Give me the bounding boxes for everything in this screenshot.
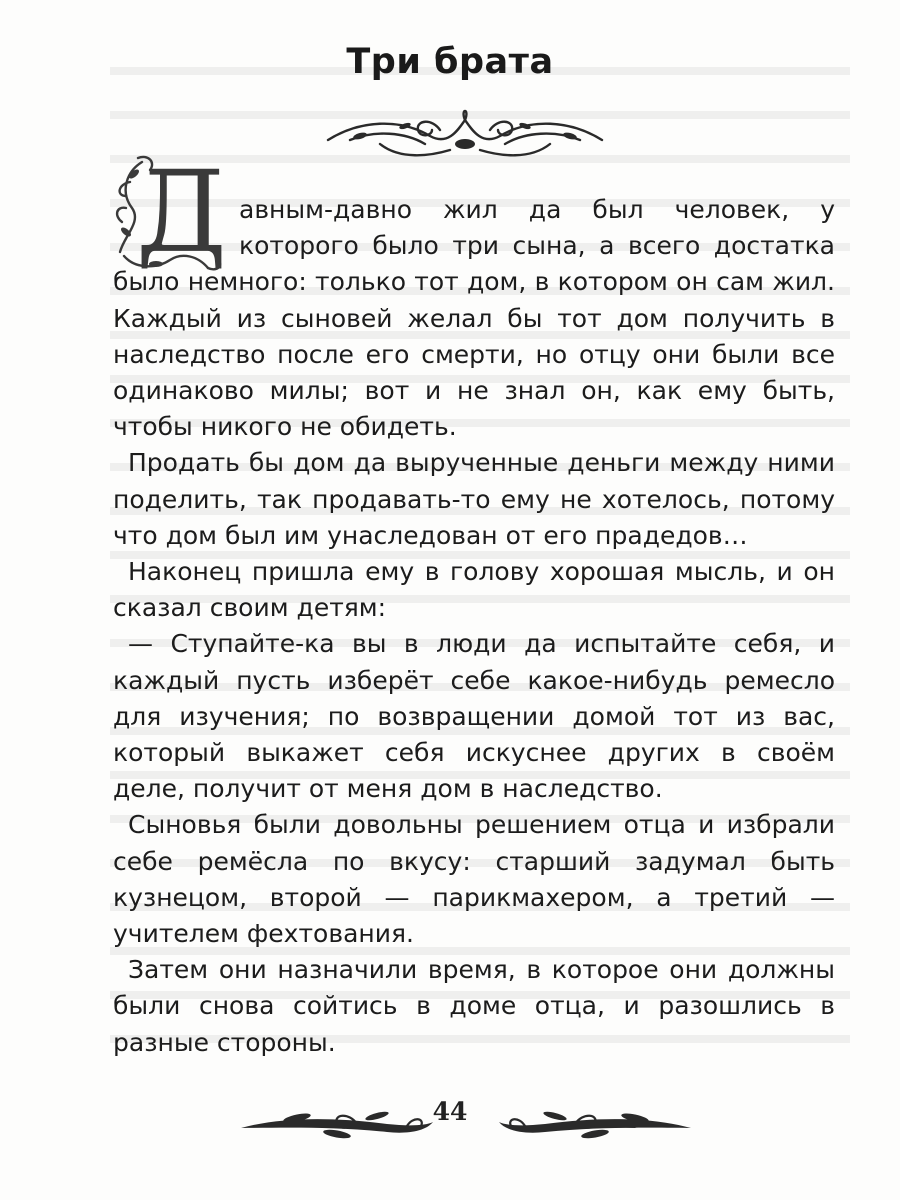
first-line-text: авным-давно жил да был человек, xyxy=(239,195,790,224)
story-title: Три брата xyxy=(346,42,554,82)
paragraph: Затем они назначили время, в которое они должны были снова сойтись в доме отца, и разошлись в разные стороны. xyxy=(113,955,835,1057)
paragraph: — Ступайте-ка вы в люди да испытайте себя, и каждый пусть изберёт себе какое-нибудь ремесло для изучения; по возвращении домой тот из вас, который выкажет себя искуснее других в своём деле, получит от меня дом в наследство. xyxy=(113,629,835,804)
flourish-ornament-top-icon xyxy=(320,100,610,170)
paragraph: Наконец пришла ему в голову хорошая мысль, и он сказал своим детям: xyxy=(113,557,835,623)
story-body xyxy=(113,192,835,1061)
paragraph: Продать бы дом да вырученные деньги между ними поделить, так продавать-то ему не хотелось, потому что дом был им унаследован от его прадедов… xyxy=(113,448,835,550)
paragraph-text: у которого было три сына, а всего достатка было немного: только тот дом, в котором он сам жил. Каждый из сыновей желал бы тот дом получить в наследство после его смерти, но отцу они были все одинаково милы; вот и не знал он, как ему быть, чтобы никого не обидеть. xyxy=(113,195,835,442)
flourish-ornament-right-icon xyxy=(495,1104,695,1144)
dropcap-letter: Д xyxy=(136,148,228,278)
paragraph: Сыновья были довольны решением отца и избрали себе ремёсла по вкусу: старший задумал быть кузнецом, второй — парикмахером, а третий — учителем фехтования. xyxy=(113,810,835,949)
page-number: 44 xyxy=(432,1097,468,1126)
